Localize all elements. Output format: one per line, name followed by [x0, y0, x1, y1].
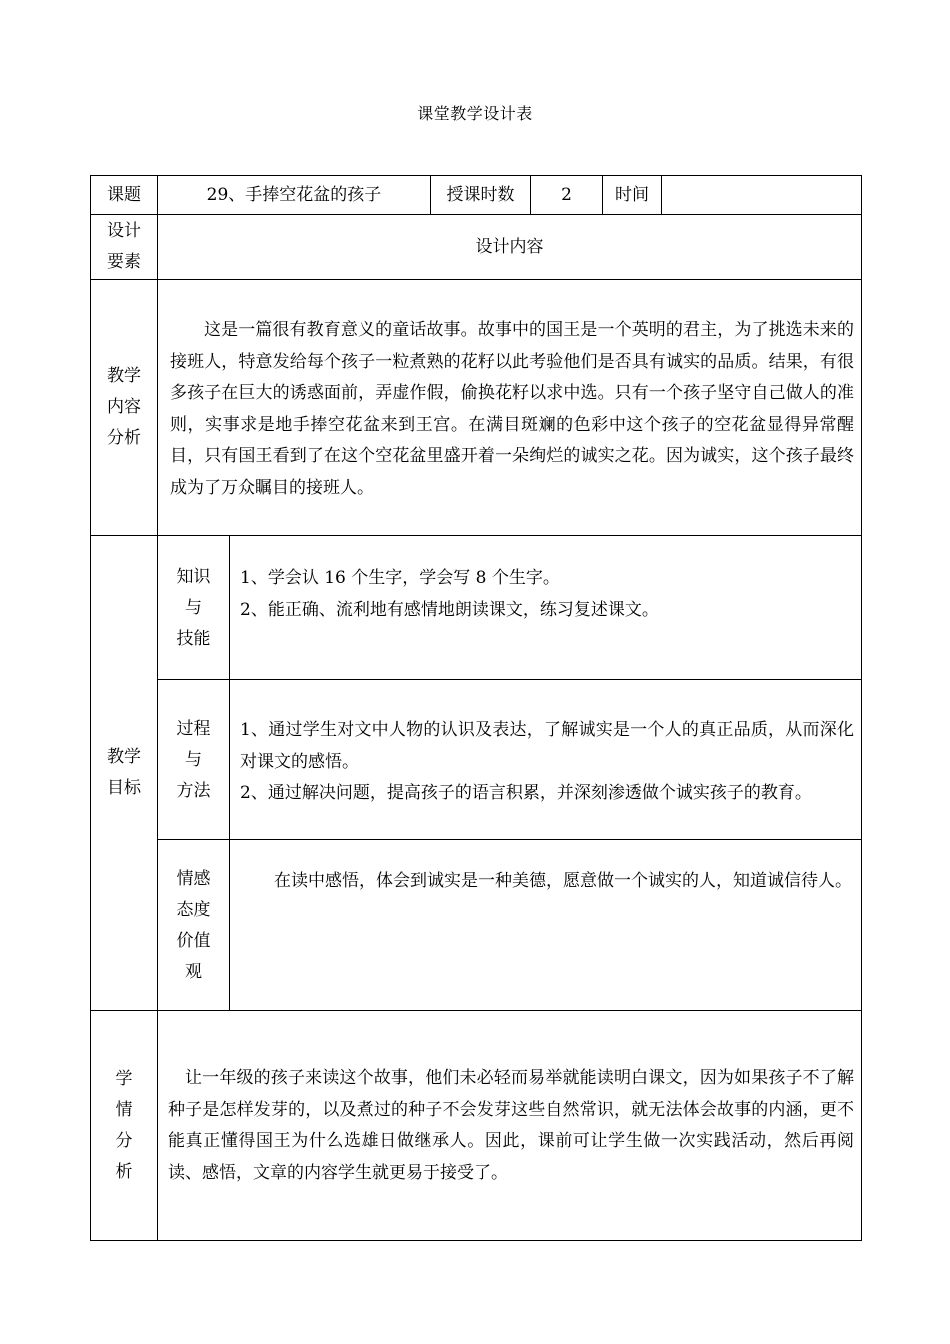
student-analysis-text: 让一年级的孩子来读这个故事，他们未必轻而易举就能读明白课文，因为如果孩子不了解种子是怎样发芽的，以及煮过的种子不会发芽这些自然常识，就无法体会故事的内涵，更不能真正懂得国王为什么选雄日做继承人。因此，课前可让学生做一次实践活动，然后再阅读、感悟，文章的内容学生就更易于接受了。 — [168, 1068, 854, 1183]
student-analysis-label: 学 情 分 析 — [115, 1069, 133, 1182]
list-item: 1、通过学生对文中人物的认识及表达，了解诚实是一个人的真正品质，从而深化对课文的感悟。 — [240, 720, 854, 772]
time-label: 时间 — [615, 185, 649, 205]
content-analysis-text: 这是一篇很有教育意义的童话故事。故事中的国王是一个英明的君主，为了挑选未来的接班人，特意发给每个孩子一粒煮熟的花籽以此考验他们是否具有诚实的品质。结果，有很多孩子在巨大的诱惑面前，弄虚作假，偷换花籽以求中选。只有一个孩子坚守自己做人的准则，实事求是地手捧空花盆来到王宫。在满目斑斓的色彩中这个孩子的空花盆显得异常醒目，只有国王看到了在这个空花盆里盛开着一朵绚烂的诚实之花。因为诚实，这个孩子最终成为了万众瞩目的接班人。 — [170, 320, 854, 498]
hours-value: 2 — [561, 185, 572, 205]
list-item: 2、能正确、流利地有感情地朗读课文，练习复述课文。 — [240, 599, 659, 620]
design-content-title: 设计内容 — [475, 237, 544, 257]
topic-value: 29、手捧空花盆的孩子 — [206, 185, 382, 205]
knowledge-skills-label: 知识 与 技能 — [176, 567, 211, 649]
list-item: 2、通过解决问题，提高孩子的语言积累，并深刻渗透做个诚实孩子的教育。 — [240, 783, 812, 803]
list-item: 1、学会认 16 个生字，学会写 8 个生字。 — [240, 568, 560, 588]
hours-label: 授课时数 — [446, 185, 515, 205]
teaching-goals-label: 教学 目标 — [107, 747, 141, 798]
content-analysis-label: 教学 内容 分析 — [107, 366, 141, 448]
emotion-attitude-text: 在读中感悟，体会到诚实是一种美德，愿意做一个诚实的人，知道诚信待人。 — [274, 871, 852, 891]
knowledge-skills-text — [240, 563, 854, 626]
page-title: 课堂教学设计表 — [417, 104, 533, 123]
topic-label: 课题 — [107, 185, 141, 205]
time-value[interactable] — [662, 176, 861, 214]
design-elements-label: 设计 要素 — [107, 221, 141, 272]
emotion-attitude-label: 情感 态度 价值 观 — [176, 869, 211, 982]
process-method-text — [240, 715, 854, 810]
process-method-label: 过程 与 方法 — [176, 719, 211, 801]
